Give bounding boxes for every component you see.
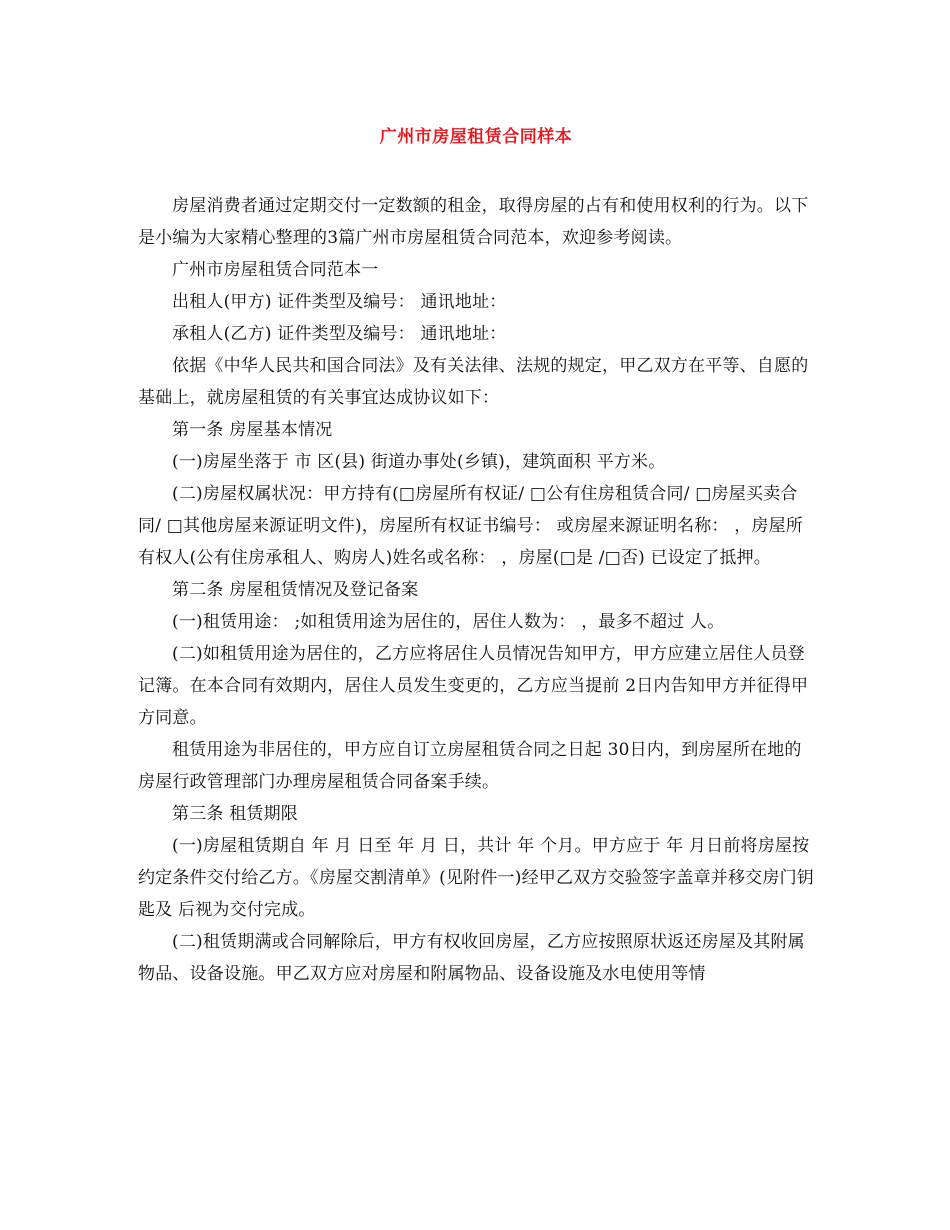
article-2-clause-2: (二)如租赁用途为居住的，乙方应将居住人员情况告知甲方，甲方应建立居住人员登记簿。在本合同有效期内，居住人员发生变更的，乙方应当提前 2日内告知甲方并征得甲方同意。: [138, 644, 809, 728]
article-1-clause-2: (二)房屋权属状况：甲方持有(□房屋所有权证/ □公有住房租赁合同/ □房屋买卖合同/ □其他房屋来源证明文件)，房屋所有权证书编号： 或房屋来源证明名称： ，房屋所有权人(公有住房承租人、购房人)姓名或名称： ，房屋(□是 /□否) 已设定了抵押。: [138, 484, 804, 568]
article-3-clause-1: (一)房屋租赁期自 年 月 日至 年 月 日，共计 年 个月。甲方应于 年 月日前将房屋按约定条件交付给乙方。《房屋交割清单》(见附件一)经甲乙双方交验签字盖章并移交房门钥匙及 后视为交付完成。: [138, 836, 814, 920]
paragraph-sample-heading: 广州市房屋租赁合同范本一: [172, 260, 379, 280]
paragraph-lessor: 出租人(甲方) 证件类型及编号： 通讯地址：: [172, 292, 507, 312]
article-1-heading: 第一条 房屋基本情况: [172, 420, 333, 440]
article-2-heading: 第二条 房屋租赁情况及登记备案: [172, 580, 419, 600]
document-body: [138, 190, 814, 990]
paragraph-intro: 房屋消费者通过定期交付一定数额的租金，取得房屋的占有和使用权利的行为。以下是小编为大家精心整理的3篇广州市房屋租赁合同范本，欢迎参考阅读。: [138, 196, 809, 248]
article-3-clause-2: (二)租赁期满或合同解除后，甲方有权收回房屋，乙方应按照原状返还房屋及其附属物品、设备设施。甲乙双方应对房屋和附属物品、设备设施及水电使用等情: [138, 932, 805, 984]
article-3-heading: 第三条 租赁期限: [172, 804, 299, 824]
document-title: 广州市房屋租赁合同样本: [379, 127, 573, 147]
paragraph-basis: 依据《中华人民共和国合同法》及有关法律、法规的规定，甲乙双方在平等、自愿的基础上，就房屋租赁的有关事宜达成协议如下：: [138, 356, 809, 408]
article-2-clause-1: (一)租赁用途： ;如租赁用途为居住的，居住人数为： ，最多不超过 人。: [172, 612, 725, 632]
paragraph-lessee: 承租人(乙方) 证件类型及编号： 通讯地址：: [172, 324, 507, 344]
article-2-clause-3: 租赁用途为非居住的，甲方应自订立房屋租赁合同之日起 30日内，到房屋所在地的房屋行政管理部门办理房屋租赁合同备案手续。: [138, 740, 802, 792]
article-1-clause-1: (一)房屋坐落于 市 区(县) 街道办事处(乡镇)，建筑面积 平方米。: [172, 452, 666, 472]
